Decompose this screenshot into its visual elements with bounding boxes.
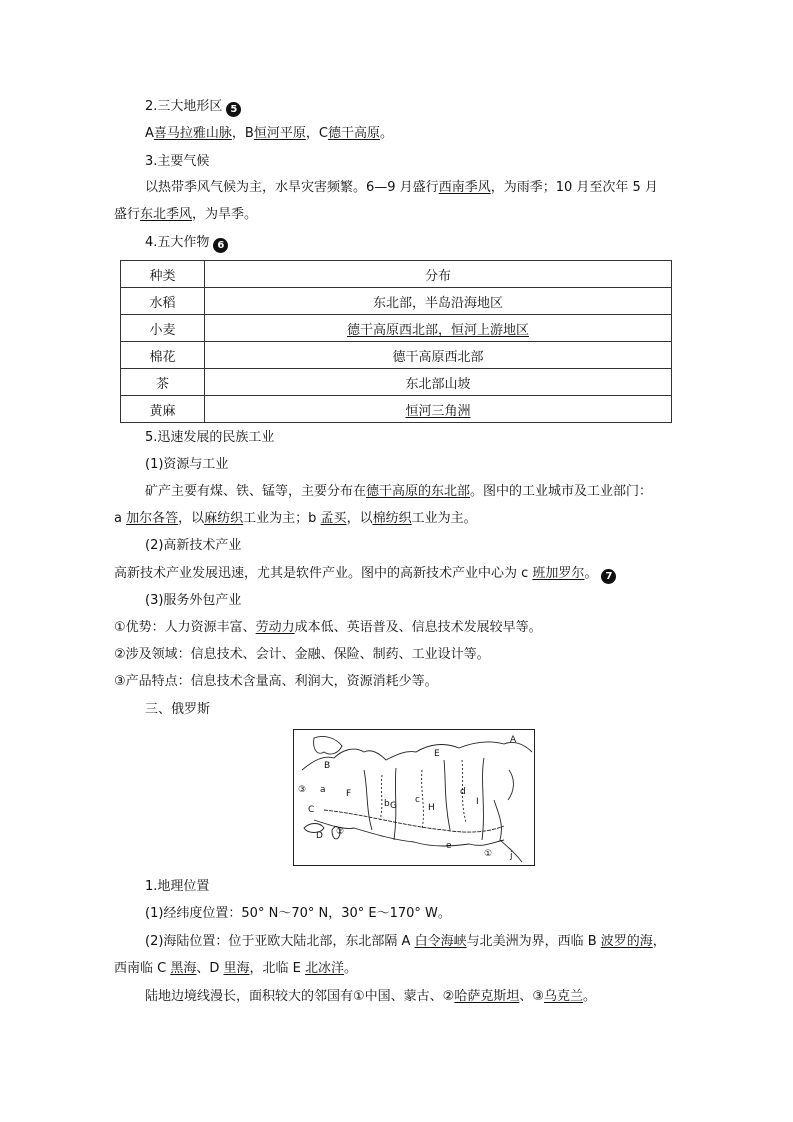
text: 与北美洲为界，西临 B bbox=[466, 934, 601, 949]
text: ，北临 E bbox=[249, 961, 306, 976]
subsection-outsourcing: (3)服务外包产业 bbox=[145, 593, 242, 608]
text: 西南临 C bbox=[114, 961, 171, 976]
russia-heading: 三、俄罗斯 bbox=[145, 702, 211, 717]
crop-dist-answer: 德干高原西北部，恒河上游地区 bbox=[346, 322, 529, 338]
map-label-B: B bbox=[324, 761, 331, 771]
answer-kolkata: 加尔各答 bbox=[126, 511, 179, 526]
text: ，为雨季；10 月至次年 5 月 bbox=[490, 180, 658, 195]
map-label-F: F bbox=[346, 789, 352, 799]
map-label-E: E bbox=[434, 749, 440, 759]
location-title: 1.地理位置 bbox=[145, 879, 210, 894]
table-row bbox=[121, 369, 672, 396]
answer-mumbai: 孟买 bbox=[320, 511, 347, 526]
section4-title-text: 4.五大作物 bbox=[145, 235, 210, 250]
text: ，为旱季。 bbox=[192, 207, 258, 222]
map-east-coast bbox=[494, 800, 522, 862]
map-divider-4 bbox=[482, 758, 484, 840]
answer-cotton: 棉纺织 bbox=[372, 511, 412, 526]
table-header-row bbox=[121, 261, 672, 288]
map-label-I: I bbox=[476, 797, 479, 807]
answer-jute: 麻纺织 bbox=[204, 511, 244, 526]
border-line bbox=[145, 987, 715, 1007]
answer-himalaya: 喜马拉雅山脉 bbox=[153, 126, 232, 141]
map-label-c: c bbox=[415, 795, 420, 805]
crop-dist bbox=[205, 315, 672, 342]
answer-bangalore: 班加罗尔 bbox=[532, 566, 585, 581]
text: (2)海陆位置：位于亚欧大陆北部，东北部隔 A bbox=[145, 934, 415, 949]
table-row bbox=[121, 315, 672, 342]
sea-line-1 bbox=[145, 932, 715, 952]
crop-dist-answer: 恒河三角洲 bbox=[405, 403, 471, 419]
section2-title-text: 2.三大地形区 bbox=[145, 99, 223, 114]
fields-line: ②涉及领域：信息技术、会计、金融、保险、制药、工业设计等。 bbox=[114, 647, 490, 662]
map-kamchatka bbox=[508, 770, 513, 800]
text: 工业为主；b bbox=[243, 511, 321, 526]
section3-title: 3.主要气候 bbox=[145, 154, 210, 169]
map-label-C: C bbox=[308, 805, 315, 815]
crop-dist: 东北部，半岛沿海地区 bbox=[205, 288, 672, 315]
resources-line-2 bbox=[114, 509, 684, 529]
map-label-D: D bbox=[316, 831, 323, 841]
answer-sw-monsoon: 西南季风 bbox=[438, 180, 491, 195]
russia-map-svg bbox=[294, 730, 534, 865]
map-scandinavia bbox=[314, 736, 342, 754]
map-north-coast bbox=[302, 742, 532, 770]
map-label-circled-3: ③ bbox=[298, 785, 307, 795]
map-label-d: d bbox=[460, 787, 466, 797]
climate-line-1 bbox=[145, 178, 715, 198]
map-divider-1 bbox=[364, 770, 372, 830]
terrain-line bbox=[145, 124, 715, 144]
answer-kazakhstan: 哈萨克斯坦 bbox=[454, 989, 520, 1004]
advantage-line bbox=[114, 618, 684, 638]
map-label-H: H bbox=[428, 803, 435, 813]
subsection-resources: (1)资源与工业 bbox=[145, 457, 229, 472]
map-divider-3 bbox=[444, 760, 450, 830]
label-a: A bbox=[145, 126, 154, 141]
map-label-b: b bbox=[384, 799, 390, 809]
crop-kind: 茶 bbox=[121, 369, 205, 396]
note-badge-7: 7 bbox=[601, 569, 616, 584]
resources-line-1 bbox=[145, 482, 715, 502]
table-row bbox=[121, 288, 672, 315]
subsection-hitech: (2)高新技术产业 bbox=[145, 538, 242, 553]
text: ①优势：人力资源丰富、 bbox=[114, 620, 256, 635]
crop-kind: 水稻 bbox=[121, 288, 205, 315]
answer-arctic: 北冰洋 bbox=[305, 961, 345, 976]
text: 盛行 bbox=[114, 207, 141, 222]
label-b: ，B bbox=[231, 126, 254, 141]
answer-ukraine: 乌克兰 bbox=[543, 989, 583, 1004]
answer-black-sea: 黑海 bbox=[170, 961, 197, 976]
text: 。 bbox=[583, 989, 597, 1004]
map-river-1 bbox=[380, 775, 382, 820]
answer-deccan: 德干高原 bbox=[327, 126, 380, 141]
table-row bbox=[121, 342, 672, 369]
hitech-line bbox=[114, 564, 684, 584]
section4-title bbox=[145, 233, 715, 253]
text: 高新技术产业发展迅速，尤其是软件产业。图中的高新技术产业中心为 c bbox=[114, 566, 533, 581]
crop-dist bbox=[205, 396, 672, 423]
text: ，以 bbox=[178, 511, 205, 526]
map-label-G: G bbox=[390, 801, 397, 811]
map-label-a: a bbox=[320, 785, 326, 795]
map-label-j: j bbox=[510, 851, 513, 861]
map-river-2 bbox=[422, 770, 424, 830]
text: 、③ bbox=[519, 989, 544, 1004]
map-label-circled-1: ① bbox=[484, 849, 493, 859]
answer-bering: 白令海峡 bbox=[414, 934, 467, 949]
header-dist: 分布 bbox=[205, 261, 672, 288]
answer-caspian: 里海 bbox=[223, 961, 250, 976]
text: 以热带季风气候为主，水旱灾害频繁。6—9 月盛行 bbox=[145, 180, 439, 195]
section2-title bbox=[145, 97, 715, 117]
answer-ne-deccan: 德干高原的东北部 bbox=[366, 484, 471, 499]
text: 。图中的工业城市及工业部门： bbox=[470, 484, 653, 499]
note-badge-6: 6 bbox=[213, 238, 228, 253]
text: 成本低、英语普及、信息技术发展较早等。 bbox=[294, 620, 542, 635]
table-row bbox=[121, 396, 672, 423]
crops-table bbox=[120, 260, 672, 423]
answer-labor: 劳动力 bbox=[255, 620, 295, 635]
label-c: ，C bbox=[305, 126, 328, 141]
map-label-e: e bbox=[446, 841, 452, 851]
text: 、D bbox=[196, 961, 224, 976]
note-badge-5: 5 bbox=[226, 102, 241, 117]
climate-line-2 bbox=[114, 205, 684, 225]
features-line: ③产品特点：信息技术含量高、利润大，资源消耗少等。 bbox=[114, 674, 438, 689]
text: ，以 bbox=[346, 511, 373, 526]
map-label-circled-2: ② bbox=[336, 827, 345, 837]
answer-baltic: 波罗的海 bbox=[600, 934, 653, 949]
text: 陆地边境线漫长，面积较大的邻国有①中国、蒙古、② bbox=[145, 989, 455, 1004]
text: 工业为主。 bbox=[411, 511, 477, 526]
crop-kind: 黄麻 bbox=[121, 396, 205, 423]
text: ， bbox=[652, 934, 666, 949]
text: 。 bbox=[344, 961, 358, 976]
text: 矿产主要有煤、铁、锰等，主要分布在 bbox=[145, 484, 367, 499]
header-kind: 种类 bbox=[121, 261, 205, 288]
answer-ganges-plain: 恒河平原 bbox=[253, 126, 306, 141]
punct: 。 bbox=[379, 126, 393, 141]
answer-ne-monsoon: 东北季风 bbox=[140, 207, 193, 222]
crop-kind: 小麦 bbox=[121, 315, 205, 342]
sea-line-2 bbox=[114, 959, 684, 979]
map-label-A: A bbox=[510, 735, 517, 745]
section5-title: 5.迅速发展的民族工业 bbox=[145, 430, 275, 445]
crop-dist: 东北部山坡 bbox=[205, 369, 672, 396]
crop-kind: 棉花 bbox=[121, 342, 205, 369]
text: a bbox=[114, 511, 127, 526]
crop-dist: 德干高原西北部 bbox=[205, 342, 672, 369]
latlon-line: (1)经纬度位置：50° N～70° N，30° E～170° W。 bbox=[145, 906, 451, 921]
russia-map bbox=[293, 729, 535, 866]
text: 。 bbox=[584, 566, 598, 581]
